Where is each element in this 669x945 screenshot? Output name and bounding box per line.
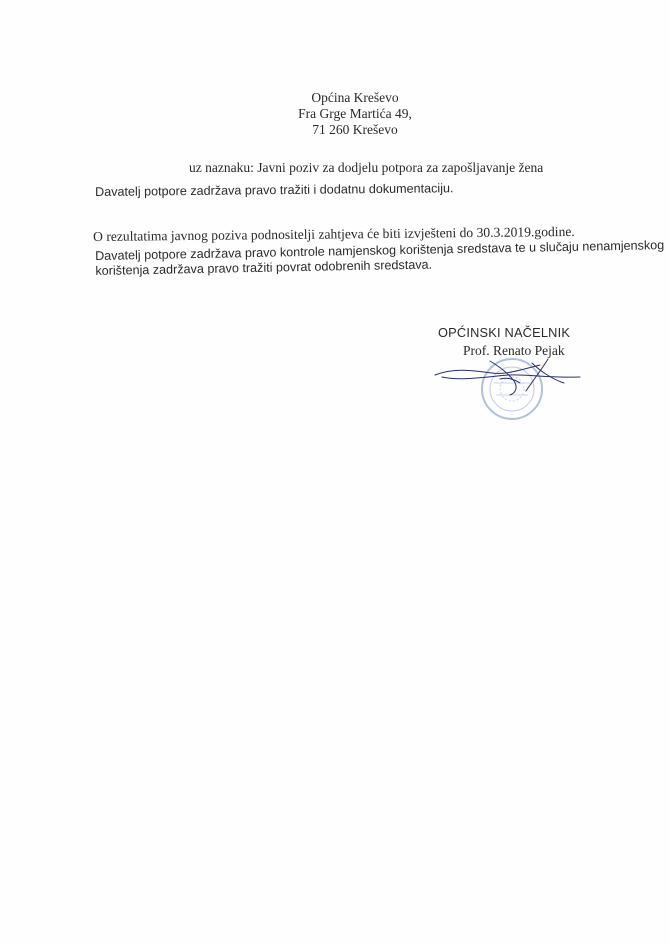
address-postal: 71 260 Kreševo	[312, 122, 398, 137]
paragraph-control	[95, 238, 665, 279]
stamp-seal	[482, 359, 542, 419]
notice-line: uz naznaku: Javni poziv za dodjelu potpora za zapošljavanje žena	[189, 160, 544, 175]
signature-block	[430, 325, 590, 425]
paragraph-control-line-1: Davatelj potpore zadržava pravo kontrole namjenskog korištenja sredstava te u slučaju nenamjenskog	[95, 238, 665, 263]
address-municipality: Općina Kreševo	[311, 90, 399, 105]
paragraph-control-line-2: korištenja zadržava pravo tražiti povrat odobrenih sredstava.	[95, 257, 433, 278]
handwritten-signature	[435, 359, 580, 395]
signature-title: OPĆINSKI NAČELNIK	[438, 325, 571, 340]
paragraph-results: O rezultatima javnog poziva podnositelji zahtjeva će biti izvješteni do 30.3.2019.godine.	[93, 223, 575, 244]
signature-name: Prof. Renato Pejak	[463, 343, 565, 358]
paragraph-documentation: Davatelj potpore zadržava pravo tražiti i dodatnu dokumentaciju.	[95, 181, 454, 199]
recipient-address	[255, 90, 455, 138]
official-stamp-and-signature	[430, 353, 590, 425]
address-street: Fra Grge Martića 49,	[298, 106, 412, 121]
